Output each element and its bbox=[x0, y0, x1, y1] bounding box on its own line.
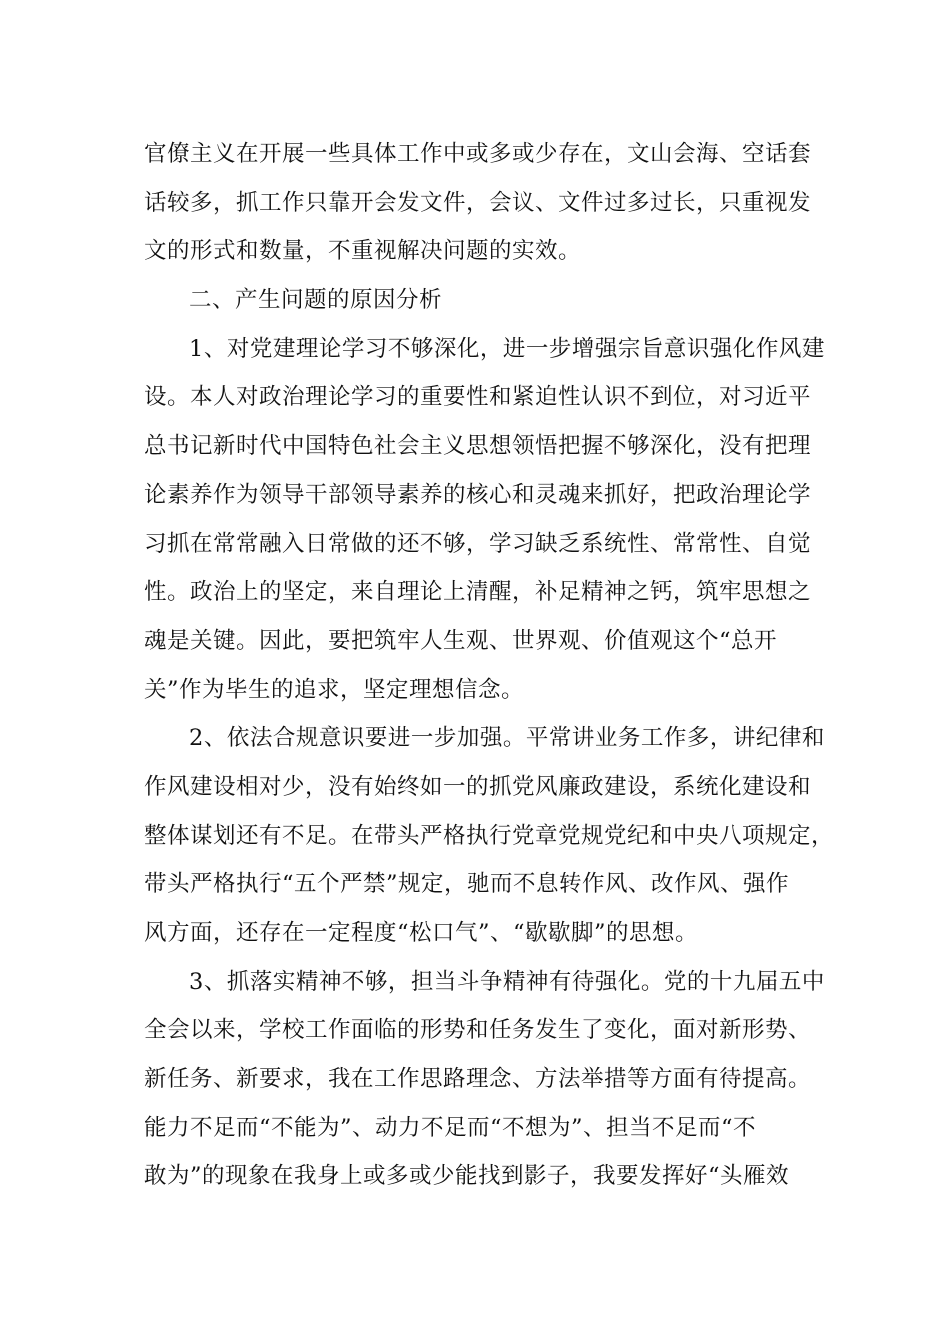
text-line: 魂是关键。因此，要把筑牢人生观、世界观、价值观这个“总开 bbox=[144, 627, 778, 654]
paragraph-start: 3、抓落实精神不够，担当斗争精神有待强化。党的十九届五中 bbox=[189, 968, 825, 995]
section-heading: 二、产生问题的原因分析 bbox=[189, 287, 443, 314]
paragraph-start: 2、依法合规意识要进一步加强。平常讲业务工作多，讲纪律和 bbox=[189, 725, 825, 752]
text-line: 作风建设相对少，没有始终如一的抓党风廉政建设，系统化建设和 bbox=[144, 773, 812, 800]
text-line: 风方面，还存在一定程度“松口气”、“歇歇脚”的思想。 bbox=[144, 920, 699, 946]
text-line: 敢为”的现象在我身上或多或少能找到影子，我要发挥好“头雁效 bbox=[144, 1163, 790, 1190]
text-line: 整体谋划还有不足。在带头严格执行党章党规党纪和中央八项规定， bbox=[144, 822, 835, 849]
body-text bbox=[144, 130, 835, 1201]
text-line: 性。政治上的坚定，来自理论上清醒，补足精神之钙，筑牢思想之 bbox=[144, 579, 812, 606]
text-line: 带头严格执行“五个严禁”规定，驰而不息转作风、改作风、强作 bbox=[144, 871, 790, 898]
text-line: 关”作为毕生的追求，坚定理想信念。 bbox=[144, 676, 525, 703]
text-line: 总书记新时代中国特色社会主义思想领悟把握不够深化，没有把理 bbox=[144, 433, 812, 460]
text-line: 新任务、新要求，我在工作思路理念、方法举措等方面有待提高。 bbox=[144, 1066, 812, 1093]
paragraph-start: 1、对党建理论学习不够深化，进一步增强宗旨意识强化作风建 bbox=[189, 335, 825, 362]
text-line: 官僚主义在开展一些具体工作中或多或少存在，文山会海、空话套 bbox=[144, 141, 812, 167]
text-line: 能力不足而“不能为”、动力不足而“不想为”、担当不足而“不 bbox=[144, 1114, 757, 1141]
text-line: 话较多，抓工作只靠开会发文件，会议、文件过多过长，只重视发 bbox=[144, 189, 812, 216]
text-line: 论素养作为领导干部领导素养的核心和灵魂来抓好，把政治理论学 bbox=[144, 481, 812, 508]
text-line: 全会以来，学校工作面临的形势和任务发生了变化，面对新形势、 bbox=[144, 1017, 812, 1044]
text-line: 文的形式和数量，不重视解决问题的实效。 bbox=[144, 238, 582, 265]
text-line: 习抓在常常融入日常做的还不够，学习缺乏系统性、常常性、自觉 bbox=[144, 530, 812, 557]
text-line: 设。本人对政治理论学习的重要性和紧迫性认识不到位，对习近平 bbox=[144, 384, 812, 411]
